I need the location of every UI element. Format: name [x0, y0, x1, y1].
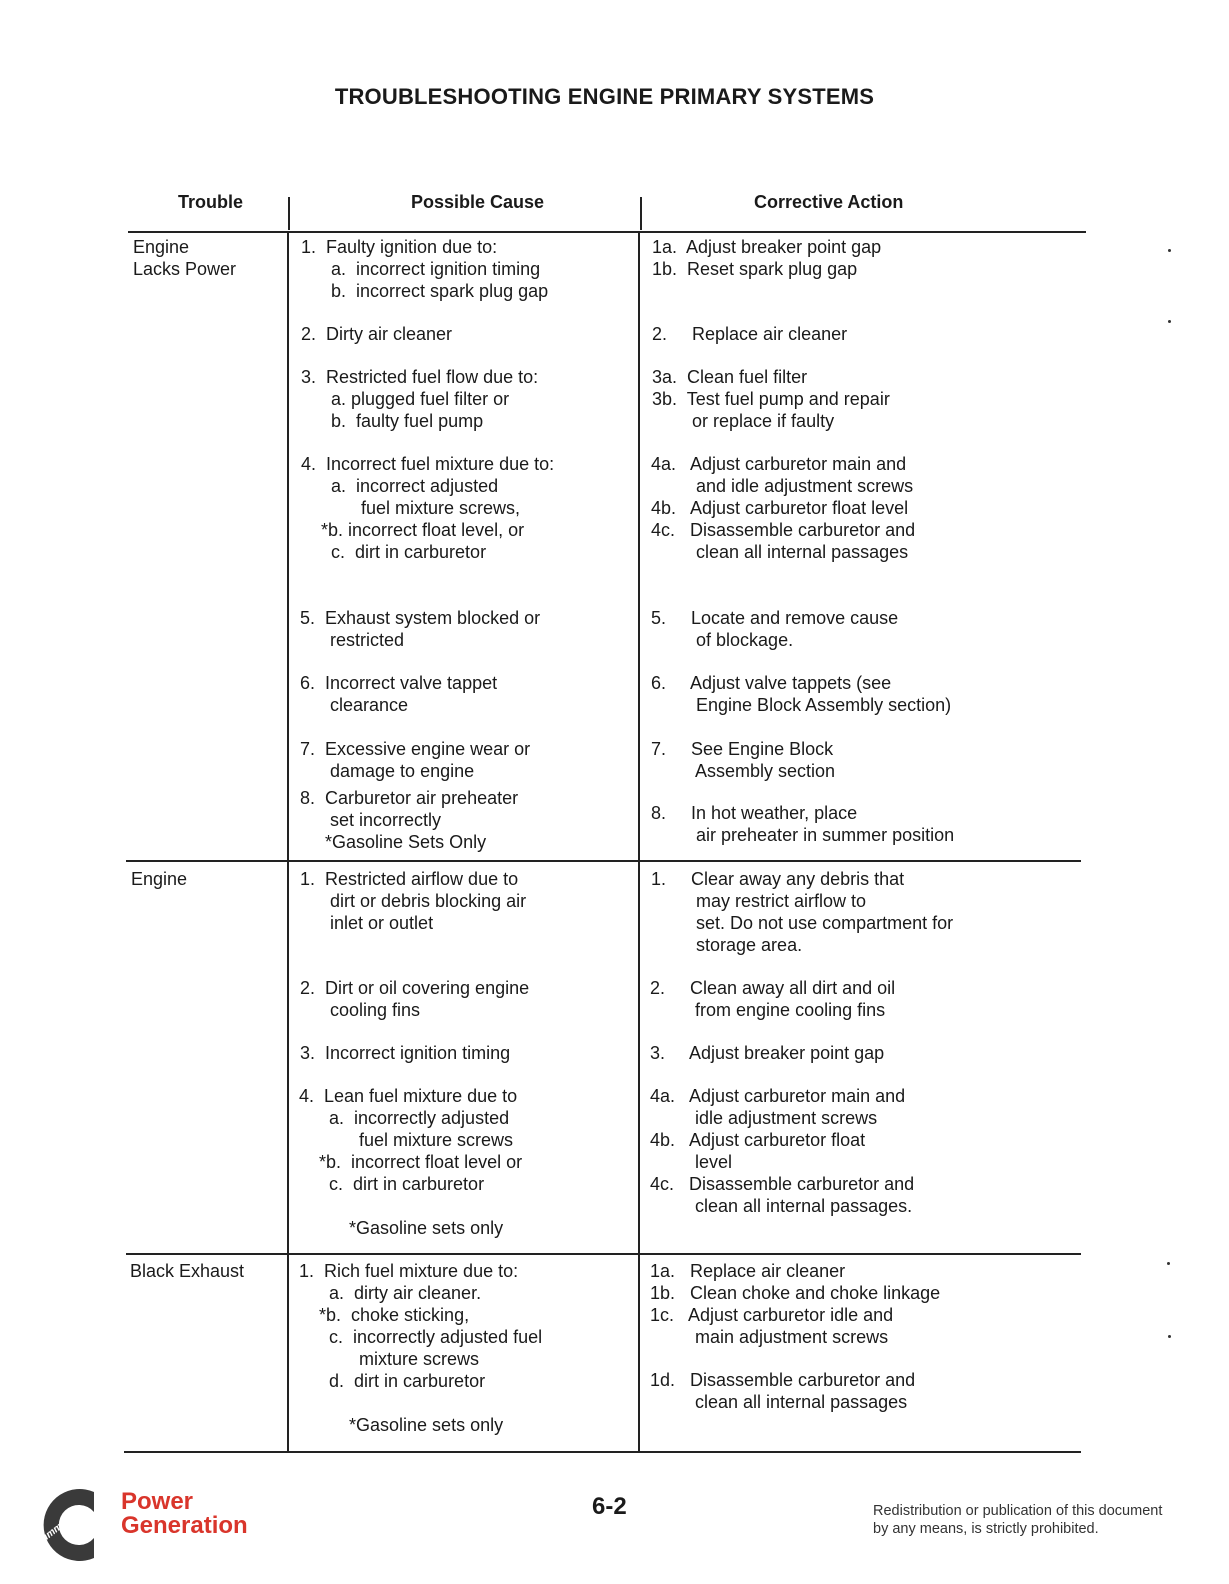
logo-text: Cummins	[33, 1512, 77, 1549]
redistribution-notice: Redistribution or publication of this document by any means, is strictly prohibited.	[873, 1503, 1163, 1537]
action-item: 4a. Adjust carburetor main and idle adjustment screws 4b. Adjust carburetor float level 4c. Disassemble carburetor and clean all internal passages.	[650, 1086, 915, 1216]
header-divider-1	[288, 197, 290, 230]
action-item: 1. Clear away any debris that may restrict airflow to set. Do not use compartment for storage area.	[651, 869, 954, 955]
header-rule	[128, 231, 1086, 233]
trouble-engine-lacks-power: Engine Lacks Power	[133, 237, 237, 279]
cause-item: 1. Restricted airflow due to dirt or debris blocking air inlet or outlet	[300, 869, 527, 933]
cause-item: 7. Excessive engine wear or damage to engine	[300, 739, 531, 781]
brand-word-generation: Generation	[121, 1512, 248, 1539]
cause-item: 4. Lean fuel mixture due to a. incorrectly adjusted fuel mixture screws *b. incorrect float level or c. dirt in carburetor *Gasoline sets only	[299, 1086, 523, 1238]
scan-speck	[1168, 320, 1171, 323]
brand-word-power: Power	[121, 1488, 194, 1515]
header-trouble: Trouble	[178, 192, 244, 212]
action-item: 1d. Disassemble carburetor and clean all internal passages	[650, 1370, 916, 1412]
cause-item: 4. Incorrect fuel mixture due to: a. incorrect adjusted fuel mixture screws, *b. incorrect float level, or c. dirt in carburetor	[301, 454, 555, 562]
trouble-black-exhaust: Black Exhaust	[130, 1261, 245, 1281]
header-corrective-action: Corrective Action	[754, 192, 904, 212]
action-item: 6. Adjust valve tappets (see Engine Block Assembly section)	[651, 673, 952, 715]
action-item: 8. In hot weather, place air preheater in summer position	[651, 803, 955, 845]
action-item: 3. Adjust breaker point gap	[650, 1043, 885, 1063]
cause-item: 6. Incorrect valve tappet clearance	[300, 673, 498, 715]
action-item: 4a. Adjust carburetor main and and idle adjustment screws 4b. Adjust carburetor float level 4c. Disassemble carburetor and clean all internal passages	[651, 454, 916, 562]
cause-item: 1. Rich fuel mixture due to: a. dirty air cleaner. *b. choke sticking, c. incorrectly adjusted fuel mixture screws d. dirt in carburetor *Gasoline sets only	[299, 1261, 543, 1435]
header-divider-2	[640, 197, 642, 230]
action-item: 1a. Adjust breaker point gap 1b. Reset spark plug gap	[652, 237, 882, 279]
table-bottom-rule	[124, 1451, 1081, 1453]
scan-speck	[1168, 1335, 1171, 1338]
action-item: 5. Locate and remove cause of blockage.	[651, 608, 899, 650]
page-title: TROUBLESHOOTING ENGINE PRIMARY SYSTEMS	[334, 84, 875, 109]
action-item: 1a. Replace air cleaner 1b. Clean choke and choke linkage 1c. Adjust carburetor idle and main adjustment screws	[650, 1261, 941, 1347]
cause-item: 2. Dirt or oil covering engine cooling fins	[300, 978, 530, 1020]
header-possible-cause: Possible Cause	[411, 192, 545, 212]
action-item: 3a. Clean fuel filter 3b. Test fuel pump and repair or replace if faulty	[652, 367, 890, 431]
cause-item: 5. Exhaust system blocked or restricted	[300, 608, 541, 650]
row-divider-1	[126, 860, 1081, 862]
column-divider-1	[287, 231, 289, 1453]
cause-item: 3. Incorrect ignition timing	[300, 1043, 511, 1063]
row-divider-2	[126, 1253, 1081, 1255]
scan-speck	[1168, 249, 1171, 252]
brand-name	[121, 1490, 248, 1538]
trouble-engine: Engine	[131, 869, 188, 889]
cause-item: 1. Faulty ignition due to: a. incorrect ignition timing b. incorrect spark plug gap	[301, 237, 549, 301]
cause-item: 3. Restricted fuel flow due to: a. plugged fuel filter or b. faulty fuel pump	[301, 367, 539, 431]
scan-speck	[1167, 1262, 1170, 1265]
cummins-logo-icon	[24, 1484, 106, 1566]
cause-item: 2. Dirty air cleaner	[301, 324, 453, 344]
page-number: 6-2	[592, 1493, 627, 1520]
cause-item: 8. Carburetor air preheater set incorrectly *Gasoline Sets Only	[300, 788, 519, 852]
action-item: 2. Replace air cleaner	[652, 324, 848, 344]
action-item: 7. See Engine Block Assembly section	[651, 739, 836, 781]
column-divider-2	[638, 231, 640, 1453]
action-item: 2. Clean away all dirt and oil from engine cooling fins	[650, 978, 896, 1020]
